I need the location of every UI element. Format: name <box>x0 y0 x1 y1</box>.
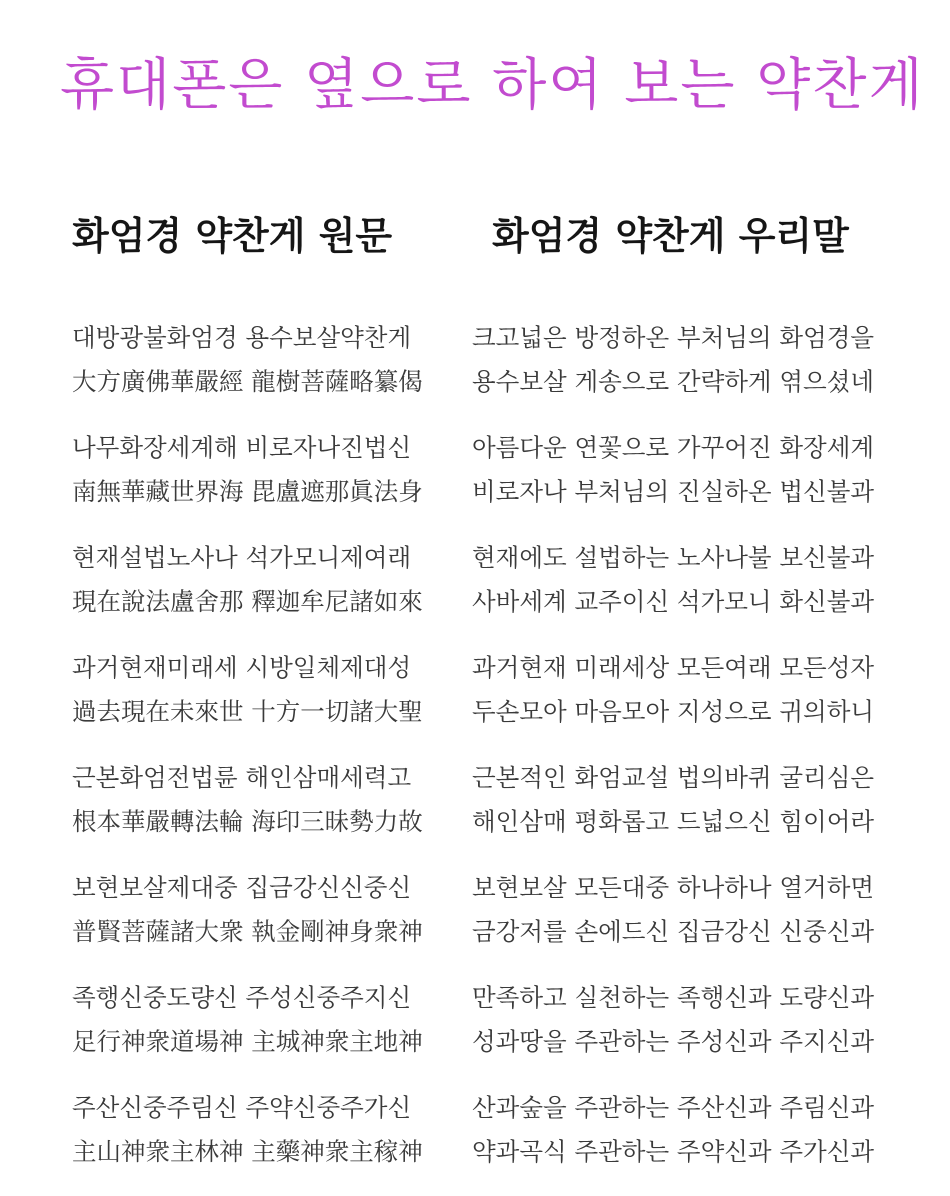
original-hanja-line: 大方廣佛華嚴經 龍樹菩薩略纂偈 <box>72 367 423 396</box>
original-verse <box>72 536 432 646</box>
original-verse <box>72 866 432 976</box>
original-hanja-line: 足行神衆道場神 主城神衆主地神 <box>72 1027 423 1056</box>
translation-line: 만족하고 실천하는 족행신과 도량신과 <box>472 983 875 1012</box>
translation-verse <box>472 536 892 646</box>
original-text-column <box>72 316 432 1196</box>
translation-verse <box>472 1086 892 1196</box>
original-hangul-line: 과거현재미래세 시방일체제대성 <box>72 653 412 682</box>
translation-line: 해인삼매 평화롭고 드넓으신 힘이어라 <box>472 807 875 836</box>
original-hangul-line: 현재설법노사나 석가모니제여래 <box>72 543 412 572</box>
original-column-heading: 화엄경 약찬게 원문 <box>72 214 393 258</box>
translation-line: 두손모아 마음모아 지성으로 귀의하니 <box>472 697 875 726</box>
translation-line: 산과숲을 주관하는 주산신과 주림신과 <box>472 1093 875 1122</box>
original-hangul-line: 주산신중주림신 주약신중주가신 <box>72 1093 412 1122</box>
original-verse <box>72 646 432 756</box>
original-hanja-line: 主山神衆主林神 主藥神衆主稼神 <box>72 1137 423 1166</box>
translation-line: 현재에도 설법하는 노사나불 보신불과 <box>472 543 875 572</box>
original-hanja-line: 過去現在未來世 十方一切諸大聖 <box>72 697 423 726</box>
original-hangul-line: 근본화엄전법륜 해인삼매세력고 <box>72 763 412 792</box>
original-hanja-line: 根本華嚴轉法輪 海印三昧勢力故 <box>72 807 423 836</box>
original-verse <box>72 1086 432 1196</box>
translation-line: 과거현재 미래세상 모든여래 모든성자 <box>472 653 875 682</box>
translation-line: 약과곡식 주관하는 주약신과 주가신과 <box>472 1137 875 1166</box>
translation-line: 비로자나 부처님의 진실하온 법신불과 <box>472 477 875 506</box>
translation-line: 성과땅을 주관하는 주성신과 주지신과 <box>472 1027 875 1056</box>
original-verse <box>72 426 432 536</box>
translation-line: 보현보살 모든대중 하나하나 열거하면 <box>472 873 875 902</box>
original-hangul-line: 보현보살제대중 집금강신신중신 <box>72 873 412 902</box>
original-verse <box>72 316 432 426</box>
original-hanja-line: 南無華藏世界海 毘盧遮那眞法身 <box>72 477 423 506</box>
translation-line: 용수보살 게송으로 간략하게 엮으셨네 <box>472 367 875 396</box>
translation-verse <box>472 426 892 536</box>
original-hanja-line: 現在說法盧舍那 釋迦牟尼諸如來 <box>72 587 423 616</box>
translation-line: 근본적인 화엄교설 법의바퀴 굴리심은 <box>472 763 875 792</box>
translation-line: 금강저를 손에드신 집금강신 신중신과 <box>472 917 875 946</box>
page-title: 휴대폰은 옆으로 하여 보는 약찬게 <box>60 53 925 118</box>
translation-text-column <box>472 316 892 1196</box>
translation-verse <box>472 866 892 976</box>
original-hangul-line: 족행신중도량신 주성신중주지신 <box>72 983 412 1012</box>
original-hangul-line: 나무화장세계해 비로자나진법신 <box>72 433 412 462</box>
translation-column-heading: 화엄경 약찬게 우리말 <box>492 214 849 258</box>
original-verse <box>72 976 432 1086</box>
translation-line: 크고넓은 방정하온 부처님의 화엄경을 <box>472 323 875 352</box>
original-hangul-line: 대방광불화엄경 용수보살약찬게 <box>72 323 412 352</box>
translation-verse <box>472 756 892 866</box>
translation-verse <box>472 976 892 1086</box>
original-verse <box>72 756 432 866</box>
translation-line: 사바세계 교주이신 석가모니 화신불과 <box>472 587 875 616</box>
translation-verse <box>472 316 892 426</box>
original-hanja-line: 普賢菩薩諸大衆 執金剛神身衆神 <box>72 917 423 946</box>
translation-verse <box>472 646 892 756</box>
translation-line: 아름다운 연꽃으로 가꾸어진 화장세계 <box>472 433 875 462</box>
